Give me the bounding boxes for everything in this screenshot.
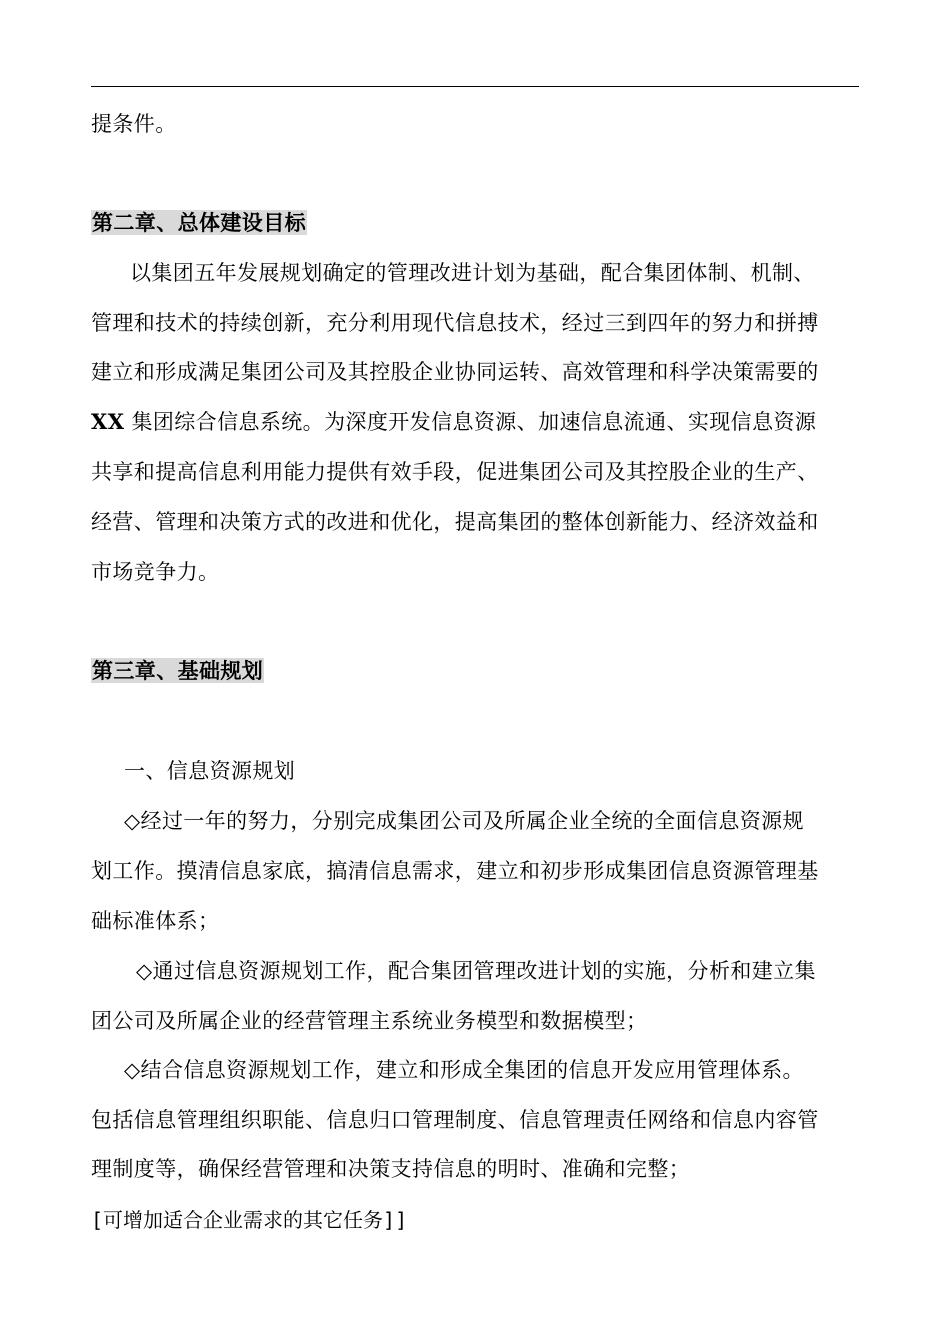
header-rule [91,86,859,87]
chapter2-paragraph-line: 以集团五年发展规划确定的管理改进计划为基础，配合集团体制、机制、 [130,261,815,285]
bullet2-line: ◇通过信息资源规划工作，配合集团管理改进计划的实施，分析和建立集 [136,959,816,983]
chapter3-heading-line [91,657,264,685]
chapter2-paragraph-line: 建立和形成满足集团公司及其控股企业协同运转、高效管理和科学决策需要的 [91,360,819,384]
bullet1-line: 划工作。摸清信息家底，搞清信息需求，建立和初步形成集团信息资源管理基 [91,859,819,883]
chapter2-heading: 第二章、总体建设目标 [92,210,306,235]
section1-title: 一、信息资源规划 [124,759,296,783]
chapter2-paragraph-line-xx [91,408,816,436]
bullet3-line: ◇结合信息资源规划工作，建立和形成全集团的信息开发应用管理体系。 [124,1058,804,1082]
chapter2-paragraph-line: 共享和提高信息利用能力提供有效手段，促进集团公司及其控股企业的生产、 [91,460,819,484]
xx-prefix: XX [91,409,125,434]
bullet3-line: 理制度等，确保经营管理和决策支持信息的明时、准确和完整； [91,1157,691,1181]
chapter2-paragraph-line: 经营、管理和决策方式的改进和优化，提高集团的整体创新能力、经济效益和 [91,510,819,534]
chapter2-heading-line [91,209,307,237]
bullet2-line: 团公司及所属企业的经营管理主系统业务模型和数据模型； [91,1009,648,1033]
chapter3-heading: 第三章、基础规划 [92,658,264,683]
chapter2-paragraph-line: 管理和技术的持续创新，充分利用现代信息技术，经过三到四年的努力和拼搏 [91,311,819,335]
continuation-text: 提条件。 [91,112,177,136]
bullet1-line: ◇经过一年的努力，分别完成集团公司及所属企业全统的全面信息资源规 [124,809,804,833]
bullet1-line: 础标准体系； [91,909,220,933]
note-text: [可增加适合企业需求的其它任务]] [91,1208,408,1232]
chapter2-paragraph-text: 集团综合信息系统。为深度开发信息资源、加速信息流通、实现信息资源 [131,410,817,434]
bullet3-line: 包括信息管理组织职能、信息归口管理制度、信息管理责任网络和信息内容管 [91,1108,819,1132]
chapter2-paragraph-line: 市场竞争力。 [91,560,220,584]
